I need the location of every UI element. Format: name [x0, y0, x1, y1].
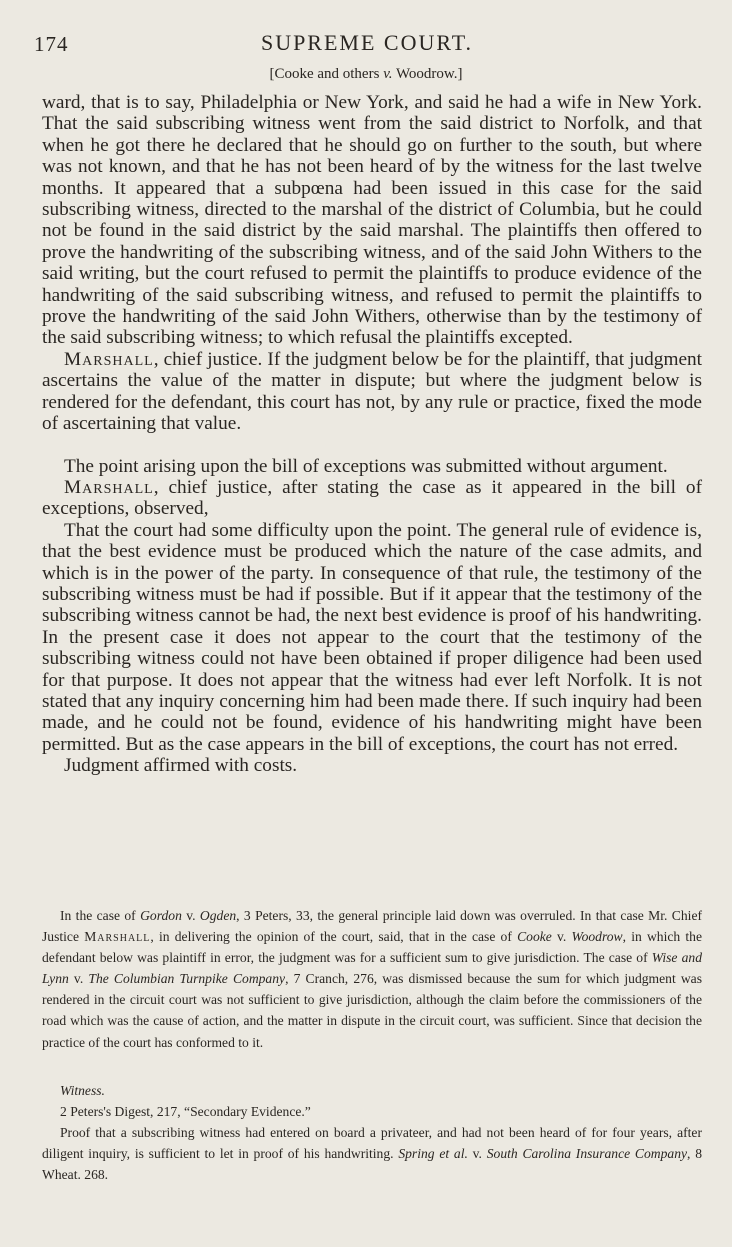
page-number: 174 — [34, 32, 69, 56]
note-text: , in which the defendant below was plaintiff in error, the judgment was for a sufficient sum to give jurisdiction. The case of — [42, 929, 702, 966]
paragraph-opinion: That the court had some difficulty upon the point. The general rule of evidence is, that the best evidence must be produced which the nature of the case admits, and which is in the power of the party. In consequence of that rule, the testimony of the subscribing witness must be had if possible. But if it appear that the testimony of the subscribing witness cannot be had, the next best evidence is proof of his handwriting. In the present case it does not appear to the court that the testimony of the subscribing witness could not have been obtained if proper diligence had been used for that purpose. It does not appear that the witness had ever left Norfolk. It is not stated that any inquiry concerning him had been made there. If such inquiry had been made, and he could not be found, evidence of his handwriting might have been permitted. But as the case appears in the bill of exceptions, the court has not erred. — [42, 519, 702, 755]
paragraph-point: The point arising upon the bill of exceptions was submitted without argument. — [64, 455, 668, 477]
footnote — [42, 905, 702, 1053]
case-title-prefix: [Cooke and others — [269, 66, 384, 82]
main-text — [42, 92, 702, 777]
witness-paragraph — [42, 1122, 702, 1185]
witness-note — [42, 1080, 702, 1185]
digest-reference: 2 Peters's Digest, 217, “Secondary Evidence.” — [60, 1104, 311, 1120]
note-case-name: Woodrow — [571, 929, 623, 945]
paragraph-jurisdiction-text: , chief justice. If the judgment below be for the plaintiff, that judgment ascertains the value of the matter in dispute; but where the judgment below is rendered for the defendant, this court has not, by any rule or practice, fixed the mode of ascertaining that value. — [42, 348, 702, 435]
paragraph-jurisdiction — [42, 349, 702, 435]
case-title-versus: v. — [383, 66, 393, 82]
paragraph-facts: ward, that is to say, Philadelphia or New York, and said he had a wife in New York. That the said subscribing witness went from the said district to Norfolk, and that when he got there he declared that he should go on further to the south, but where was not known, and that he has not been heard of by the witness for the last twelve months. It appeared that a subpœna had been issued in this case for the said subscribing witness, directed to the marshal of the district of Columbia, but he could not be found in the said district by the said marshal. The plaintiffs then offered to prove the handwriting of the subscribing witness, and of the said John Withers to the said writing, but the court refused to permit the plaintiffs to produce evidence of the handwriting of the said subscribing witness, and refused to permit the plaintiffs to prove the handwriting of the said John Withers, otherwise than by the testimony of the said subscribing witness; to which refusal the plaintiffs excepted. — [42, 92, 702, 349]
witness-text: Proof that a subscribing witness had entered on board a privateer, and had not been heard of for four years, after diligent inquiry, is sufficient to let in proof of his handwriting. — [42, 1125, 702, 1162]
note-case-name: The Columbian Turnpike Company — [88, 971, 286, 987]
note-justice-name: Marshall — [84, 929, 151, 945]
witness-heading-text: Witness. — [60, 1083, 105, 1098]
note-case-name: Wise and Lynn — [42, 950, 702, 987]
footnote-paragraph — [42, 905, 702, 1053]
paragraph-judgment: Judgment affirmed with costs. — [64, 755, 298, 777]
page-header — [34, 30, 700, 60]
case-title-suffix: Woodrow.] — [392, 66, 463, 82]
witness-case-name: South Carolina Insurance Company — [486, 1146, 688, 1162]
justice-name: Marshall — [64, 348, 154, 370]
witness-text: , 8 Wheat. 268. — [42, 1146, 702, 1183]
note-case-name: Gordon — [140, 908, 182, 923]
running-head: SUPREME COURT. — [260, 30, 474, 55]
note-text: In the case of — [60, 908, 141, 923]
note-text: , 7 Cranch, 276, was dismissed because the sum for which judgment was rendered in the circuit court was not sufficient to give jurisdiction, although the claim before the commissioners of the road which was the cause of action, and the matter in dispute in the circuit court, was sufficient. Since that decision the practice of the court has conformed to it. — [42, 971, 703, 1050]
note-text: v. — [551, 929, 572, 945]
paragraph-observed-text: , chief justice, after stating the case as it appeared in the bill of exceptions, observed, — [42, 476, 702, 520]
note-text: v. — [68, 971, 89, 987]
case-title — [0, 66, 732, 83]
note-text: v. — [181, 908, 200, 923]
witness-heading — [42, 1080, 702, 1101]
note-text: , in delivering the opinion of the court, said, that in the case of — [150, 929, 518, 945]
justice-name: Marshall — [64, 476, 154, 498]
witness-text: v. — [467, 1146, 487, 1162]
witness-case-name: Spring et al. — [398, 1146, 468, 1162]
note-text: , 3 Peters, 33, the general principle laid down was overruled. In that case Mr. Chief Justice — [42, 908, 703, 945]
note-case-name: Cooke — [517, 929, 552, 945]
paragraph-observed — [42, 477, 702, 520]
note-case-name: Ogden — [199, 908, 237, 923]
